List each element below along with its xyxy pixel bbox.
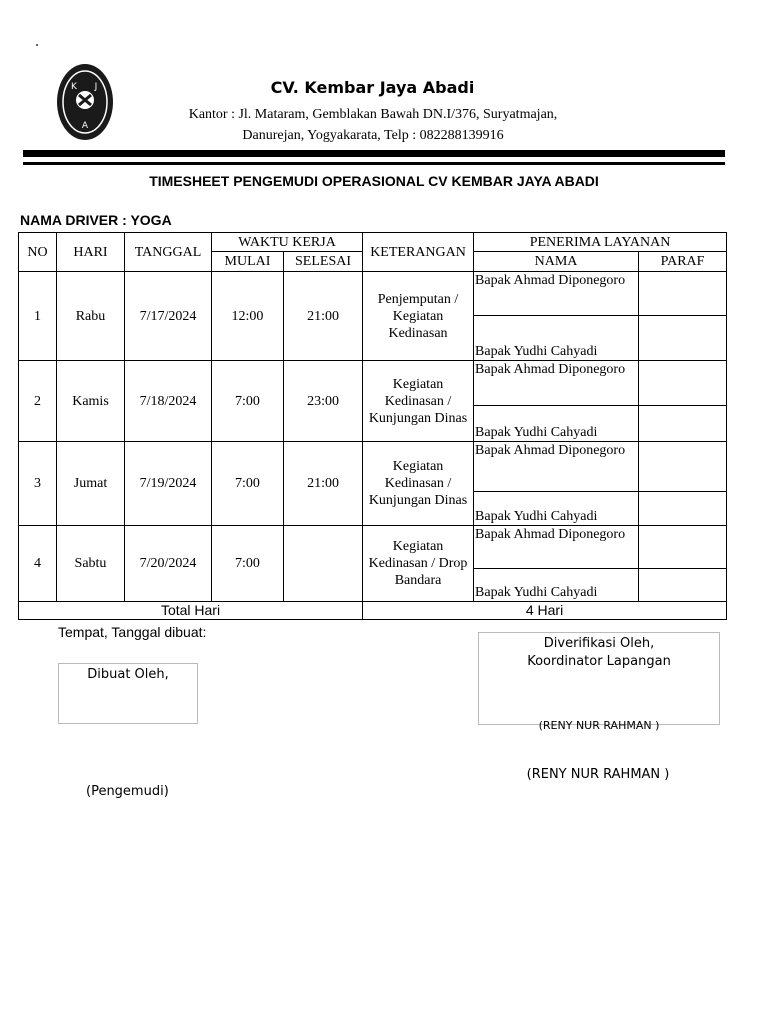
cell-paraf-1 — [639, 361, 727, 406]
logo-letter-a: A — [81, 121, 89, 131]
cell-keterangan: Kegiatan Kedinasan / Kunjungan Dinas — [363, 442, 474, 526]
cell-hari: Jumat — [57, 442, 125, 526]
cell-nama-2: Bapak Yudhi Cahyadi — [474, 406, 639, 442]
cell-paraf-1 — [639, 442, 727, 492]
cell-paraf-2 — [639, 406, 727, 442]
pengemudi-signature-label: (Pengemudi) — [86, 784, 169, 799]
address-line-1: Kantor : Jl. Mataram, Gemblakan Bawah DN.I/376, Suryatmajan, — [188, 107, 558, 122]
col-header-waktu-kerja: WAKTU KERJA — [212, 233, 363, 252]
cell-tanggal: 7/19/2024 — [125, 442, 212, 526]
cell-selesai: 23:00 — [284, 361, 363, 442]
verifier-name-small: (RENY NUR RAHMAN ) — [538, 719, 660, 732]
company-logo — [55, 62, 115, 142]
header-rule-thick — [23, 150, 725, 157]
verifikasi-line-1: Diverifikasi Oleh, — [543, 636, 655, 651]
col-header-keterangan: KETERANGAN — [363, 233, 474, 272]
col-header-mulai: MULAI — [212, 252, 284, 272]
cell-no: 1 — [19, 272, 57, 361]
col-header-nama: NAMA — [474, 252, 639, 272]
cell-paraf-2 — [639, 569, 727, 602]
verifikasi-label — [478, 635, 720, 671]
col-header-hari: HARI — [57, 233, 125, 272]
verifikasi-line-2: Koordinator Lapangan — [527, 654, 671, 669]
cell-hari: Sabtu — [57, 526, 125, 602]
cell-mulai: 7:00 — [212, 526, 284, 602]
table-row — [19, 272, 727, 316]
header-row-1 — [19, 233, 727, 252]
table-row — [19, 526, 727, 569]
cell-nama-1: Bapak Ahmad Diponegoro — [474, 361, 639, 406]
logo-letter-k: K — [71, 82, 77, 92]
cell-no: 3 — [19, 442, 57, 526]
cell-hari: Kamis — [57, 361, 125, 442]
cell-nama-2: Bapak Yudhi Cahyadi — [474, 569, 639, 602]
cell-keterangan: Kegiatan Kedinasan / Drop Bandara — [363, 526, 474, 602]
dibuat-oleh-label: Dibuat Oleh, — [87, 667, 169, 682]
page-dot — [36, 44, 38, 46]
cell-no: 2 — [19, 361, 57, 442]
timesheet-table — [18, 232, 727, 620]
cell-mulai: 12:00 — [212, 272, 284, 361]
cell-nama-1: Bapak Ahmad Diponegoro — [474, 442, 639, 492]
header-rule-thin — [23, 162, 725, 165]
cell-nama-2: Bapak Yudhi Cahyadi — [474, 316, 639, 361]
col-header-selesai: SELESAI — [284, 252, 363, 272]
cell-tanggal: 7/18/2024 — [125, 361, 212, 442]
cell-selesai: 21:00 — [284, 272, 363, 361]
document-title: TIMESHEET PENGEMUDI OPERASIONAL CV KEMBAR JAYA ABADI — [149, 173, 599, 189]
cell-paraf-2 — [639, 316, 727, 361]
total-row — [19, 602, 727, 620]
company-address — [165, 104, 581, 146]
cell-hari: Rabu — [57, 272, 125, 361]
col-header-no: NO — [19, 233, 57, 272]
cell-nama-1: Bapak Ahmad Diponegoro — [474, 272, 639, 316]
tempat-tanggal-label: Tempat, Tanggal dibuat: — [58, 624, 207, 640]
col-header-tanggal: TANGGAL — [125, 233, 212, 272]
cell-keterangan: Kegiatan Kedinasan / Kunjungan Dinas — [363, 361, 474, 442]
cell-nama-1: Bapak Ahmad Diponegoro — [474, 526, 639, 569]
cell-nama-2: Bapak Yudhi Cahyadi — [474, 492, 639, 526]
verifier-name: (RENY NUR RAHMAN ) — [526, 767, 670, 782]
table-row — [19, 361, 727, 406]
address-line-2: Danurejan, Yogyakarata, Telp : 082288139916 — [242, 128, 504, 143]
driver-name-label: NAMA DRIVER : YOGA — [20, 212, 172, 228]
col-header-paraf: PARAF — [639, 252, 727, 272]
cell-mulai: 7:00 — [212, 361, 284, 442]
cell-no: 4 — [19, 526, 57, 602]
cell-paraf-1 — [639, 272, 727, 316]
logo-letter-j: J — [94, 82, 98, 92]
total-hari-label: Total Hari — [19, 602, 363, 620]
cell-keterangan: Penjemputan / Kegiatan Kedinasan — [363, 272, 474, 361]
total-hari-value: 4 Hari — [363, 602, 727, 620]
cell-tanggal: 7/17/2024 — [125, 272, 212, 361]
cell-tanggal: 7/20/2024 — [125, 526, 212, 602]
cell-selesai: 21:00 — [284, 442, 363, 526]
col-header-penerima-layanan: PENERIMA LAYANAN — [474, 233, 727, 252]
cell-paraf-2 — [639, 492, 727, 526]
cell-selesai — [284, 526, 363, 602]
company-name: CV. Kembar Jaya Abadi — [270, 78, 475, 97]
cell-mulai: 7:00 — [212, 442, 284, 526]
cell-paraf-1 — [639, 526, 727, 569]
table-row — [19, 442, 727, 492]
